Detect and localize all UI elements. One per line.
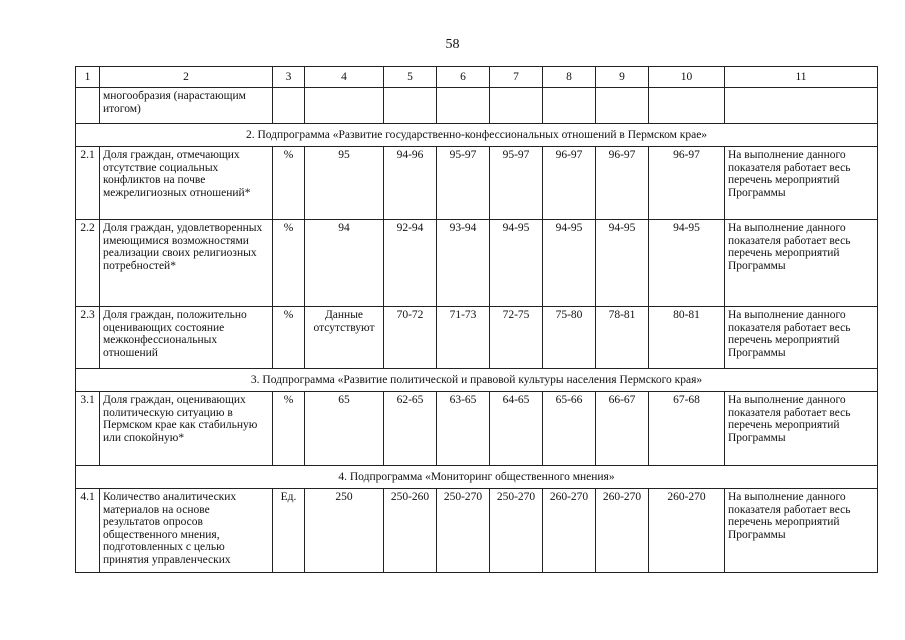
value-cell: 92-94 <box>384 220 437 307</box>
table-row <box>76 220 878 307</box>
value-cell: 95-97 <box>490 147 543 220</box>
value-cell: 260-270 <box>543 489 596 573</box>
header-cell: 9 <box>596 67 649 88</box>
base-value: 250 <box>305 489 384 573</box>
note-cell: На выполнение данного показателя работает весь перечень мероприятий Программы <box>725 147 878 220</box>
value-cell: 250-260 <box>384 489 437 573</box>
section-row <box>76 466 878 489</box>
row-number: 3.1 <box>76 392 100 466</box>
value-cell: 96-97 <box>596 147 649 220</box>
section-title: 3. Подпрограмма «Развитие политической и правовой культуры населения Пермского края» <box>76 369 878 392</box>
table-row <box>76 392 878 466</box>
header-cell: 6 <box>437 67 490 88</box>
header-cell: 8 <box>543 67 596 88</box>
page-number: 58 <box>445 37 460 52</box>
header-cell: 7 <box>490 67 543 88</box>
row-number: 2.2 <box>76 220 100 307</box>
value-cell: 93-94 <box>437 220 490 307</box>
cell-empty <box>725 88 878 124</box>
cell-empty <box>543 88 596 124</box>
section-title: 4. Подпрограмма «Мониторинг общественного мнения» <box>76 466 878 489</box>
unit-cell: % <box>273 220 305 307</box>
table-row <box>76 489 878 573</box>
base-value: 95 <box>305 147 384 220</box>
section-row <box>76 369 878 392</box>
value-cell: 62-65 <box>384 392 437 466</box>
cell-empty <box>437 88 490 124</box>
section-row <box>76 124 878 147</box>
value-cell: 78-81 <box>596 307 649 369</box>
value-cell: 80-81 <box>649 307 725 369</box>
cell-empty <box>305 88 384 124</box>
note-cell: На выполнение данного показателя работает весь перечень мероприятий Программы <box>725 307 878 369</box>
row-number: 2.1 <box>76 147 100 220</box>
section-title: 2. Подпрограмма «Развитие государственно-конфессиональных отношений в Пермском крае» <box>76 124 878 147</box>
value-cell: 71-73 <box>437 307 490 369</box>
value-cell: 94-95 <box>596 220 649 307</box>
value-cell: 72-75 <box>490 307 543 369</box>
value-cell: 94-95 <box>490 220 543 307</box>
value-cell: 63-65 <box>437 392 490 466</box>
value-cell: 250-270 <box>490 489 543 573</box>
value-cell: 64-65 <box>490 392 543 466</box>
value-cell: 94-95 <box>543 220 596 307</box>
unit-cell: % <box>273 307 305 369</box>
header-cell: 5 <box>384 67 437 88</box>
value-cell: 96-97 <box>649 147 725 220</box>
header-cell: 1 <box>76 67 100 88</box>
indicator-name: Доля граждан, положительно оценивающих состояние межконфессиональных отношений <box>100 307 273 369</box>
value-cell: 75-80 <box>543 307 596 369</box>
header-row <box>76 67 878 88</box>
note-cell: На выполнение данного показателя работает весь перечень мероприятий Программы <box>725 220 878 307</box>
value-cell: 65-66 <box>543 392 596 466</box>
note-cell: На выполнение данного показателя работает весь перечень мероприятий Программы <box>725 392 878 466</box>
cell-empty <box>596 88 649 124</box>
value-cell: 66-67 <box>596 392 649 466</box>
unit-cell: Ед. <box>273 489 305 573</box>
indicator-name: Доля граждан, удовлетворенных имеющимися возможностями реализации своих религиозных потребностей* <box>100 220 273 307</box>
indicator-name: Доля граждан, оценивающих политическую ситуацию в Пермском крае как стабильную или спокойную* <box>100 392 273 466</box>
value-cell: 96-97 <box>543 147 596 220</box>
row-number: 4.1 <box>76 489 100 573</box>
value-cell: 94-96 <box>384 147 437 220</box>
value-cell: 260-270 <box>596 489 649 573</box>
value-cell: 70-72 <box>384 307 437 369</box>
table-row <box>76 88 878 124</box>
value-cell: 250-270 <box>437 489 490 573</box>
row-number: 2.3 <box>76 307 100 369</box>
cell-empty <box>273 88 305 124</box>
header-cell: 4 <box>305 67 384 88</box>
indicator-name: Доля граждан, отмечающих отсутствие социальных конфликтов на почве межрелигиозных отношений* <box>100 147 273 220</box>
base-value: Данные отсутствуют <box>305 307 384 369</box>
unit-cell: % <box>273 392 305 466</box>
table-row <box>76 307 878 369</box>
cell-empty <box>76 88 100 124</box>
header-cell: 2 <box>100 67 273 88</box>
value-cell: 95-97 <box>437 147 490 220</box>
note-cell: На выполнение данного показателя работает весь перечень мероприятий Программы <box>725 489 878 573</box>
cell-empty <box>490 88 543 124</box>
base-value: 65 <box>305 392 384 466</box>
indicators-table <box>75 66 878 573</box>
indicator-name: многообразия (нарастающим итогом) <box>100 88 273 124</box>
table-row <box>76 147 878 220</box>
header-cell: 3 <box>273 67 305 88</box>
base-value: 94 <box>305 220 384 307</box>
unit-cell: % <box>273 147 305 220</box>
value-cell: 260-270 <box>649 489 725 573</box>
cell-empty <box>649 88 725 124</box>
value-cell: 94-95 <box>649 220 725 307</box>
value-cell: 67-68 <box>649 392 725 466</box>
header-cell: 10 <box>649 67 725 88</box>
header-cell: 11 <box>725 67 878 88</box>
indicator-name: Количество аналитических материалов на основе результатов опросов общественного мнения, подготовленных с целью принятия управленческих <box>100 489 273 573</box>
cell-empty <box>384 88 437 124</box>
